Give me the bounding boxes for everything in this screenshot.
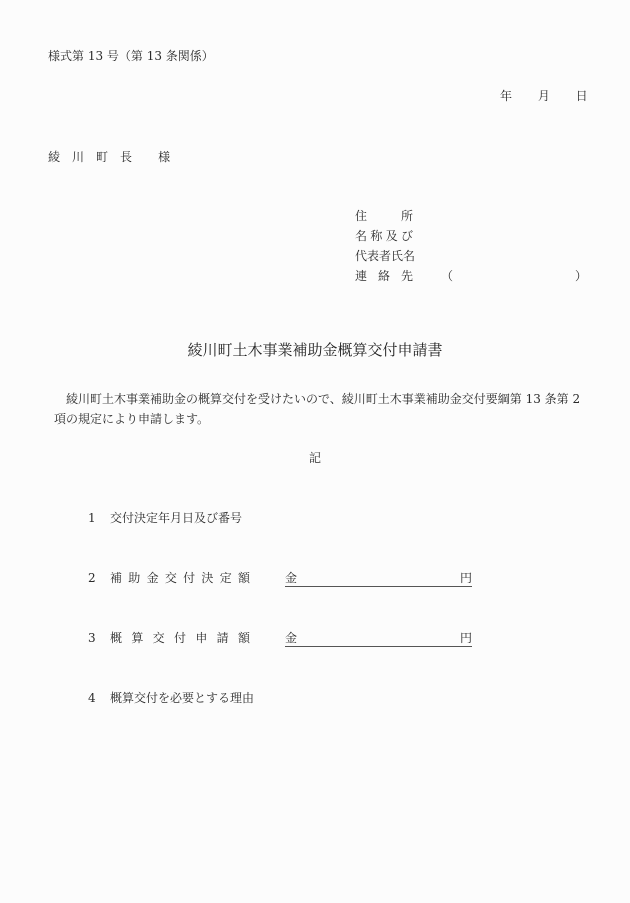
addressee-char: 町 [96,150,109,164]
date-line [500,88,588,104]
ki-heading: 記 [308,451,321,465]
item-decision-date [88,510,242,526]
body-text [54,389,586,429]
item-label: 概算交付申請額 [110,631,250,645]
amount-suffix: 円 [459,571,472,585]
item-number: 1 [88,511,96,525]
day-label: 日 [575,89,588,103]
amount-suffix: 円 [459,631,472,645]
contact-paren-open: （ [441,269,454,283]
addressee-char: 川 [72,150,85,164]
decided-amount-field[interactable] [285,570,472,587]
form-number: 様式第 13 号（第 13 条関係） [48,49,214,63]
item-number: 3 [88,631,96,645]
amount-prefix: 金 [285,571,298,585]
item-number: 2 [88,571,96,585]
address-label: 住所 [355,209,413,223]
contact-label: 連絡先 [355,269,413,283]
addressee [48,149,170,165]
applicant-representative-row [355,248,416,264]
name-label: 名称及び [355,229,413,243]
addressee-honorific: 様 [158,150,171,164]
applicant-address-row [355,208,413,224]
item-label: 補助金交付決定額 [110,571,250,585]
amount-prefix: 金 [285,631,298,645]
contact-paren-close: ） [575,269,588,283]
item-label: 交付決定年月日及び番号 [110,511,243,525]
applicant-name-row [355,228,413,244]
year-label: 年 [500,89,513,103]
representative-label: 代表者氏名 [355,249,416,263]
document-title: 綾川町土木事業補助金概算交付申請書 [187,341,443,359]
item-number: 4 [88,691,96,705]
body-paragraph: 綾川町土木事業補助金の概算交付を受けたいので、綾川町土木事業補助金交付要綱第 13 条第 2 項の規定により申請します。 [54,392,581,426]
month-label: 月 [537,89,550,103]
item-decided-amount [88,570,250,586]
addressee-char: 長 [120,150,133,164]
item-reason [88,690,254,706]
applicant-contact-row [355,268,588,284]
addressee-char: 綾 [48,150,61,164]
item-requested-amount [88,630,250,646]
item-label: 概算交付を必要とする理由 [110,691,255,705]
requested-amount-field[interactable] [285,630,472,647]
